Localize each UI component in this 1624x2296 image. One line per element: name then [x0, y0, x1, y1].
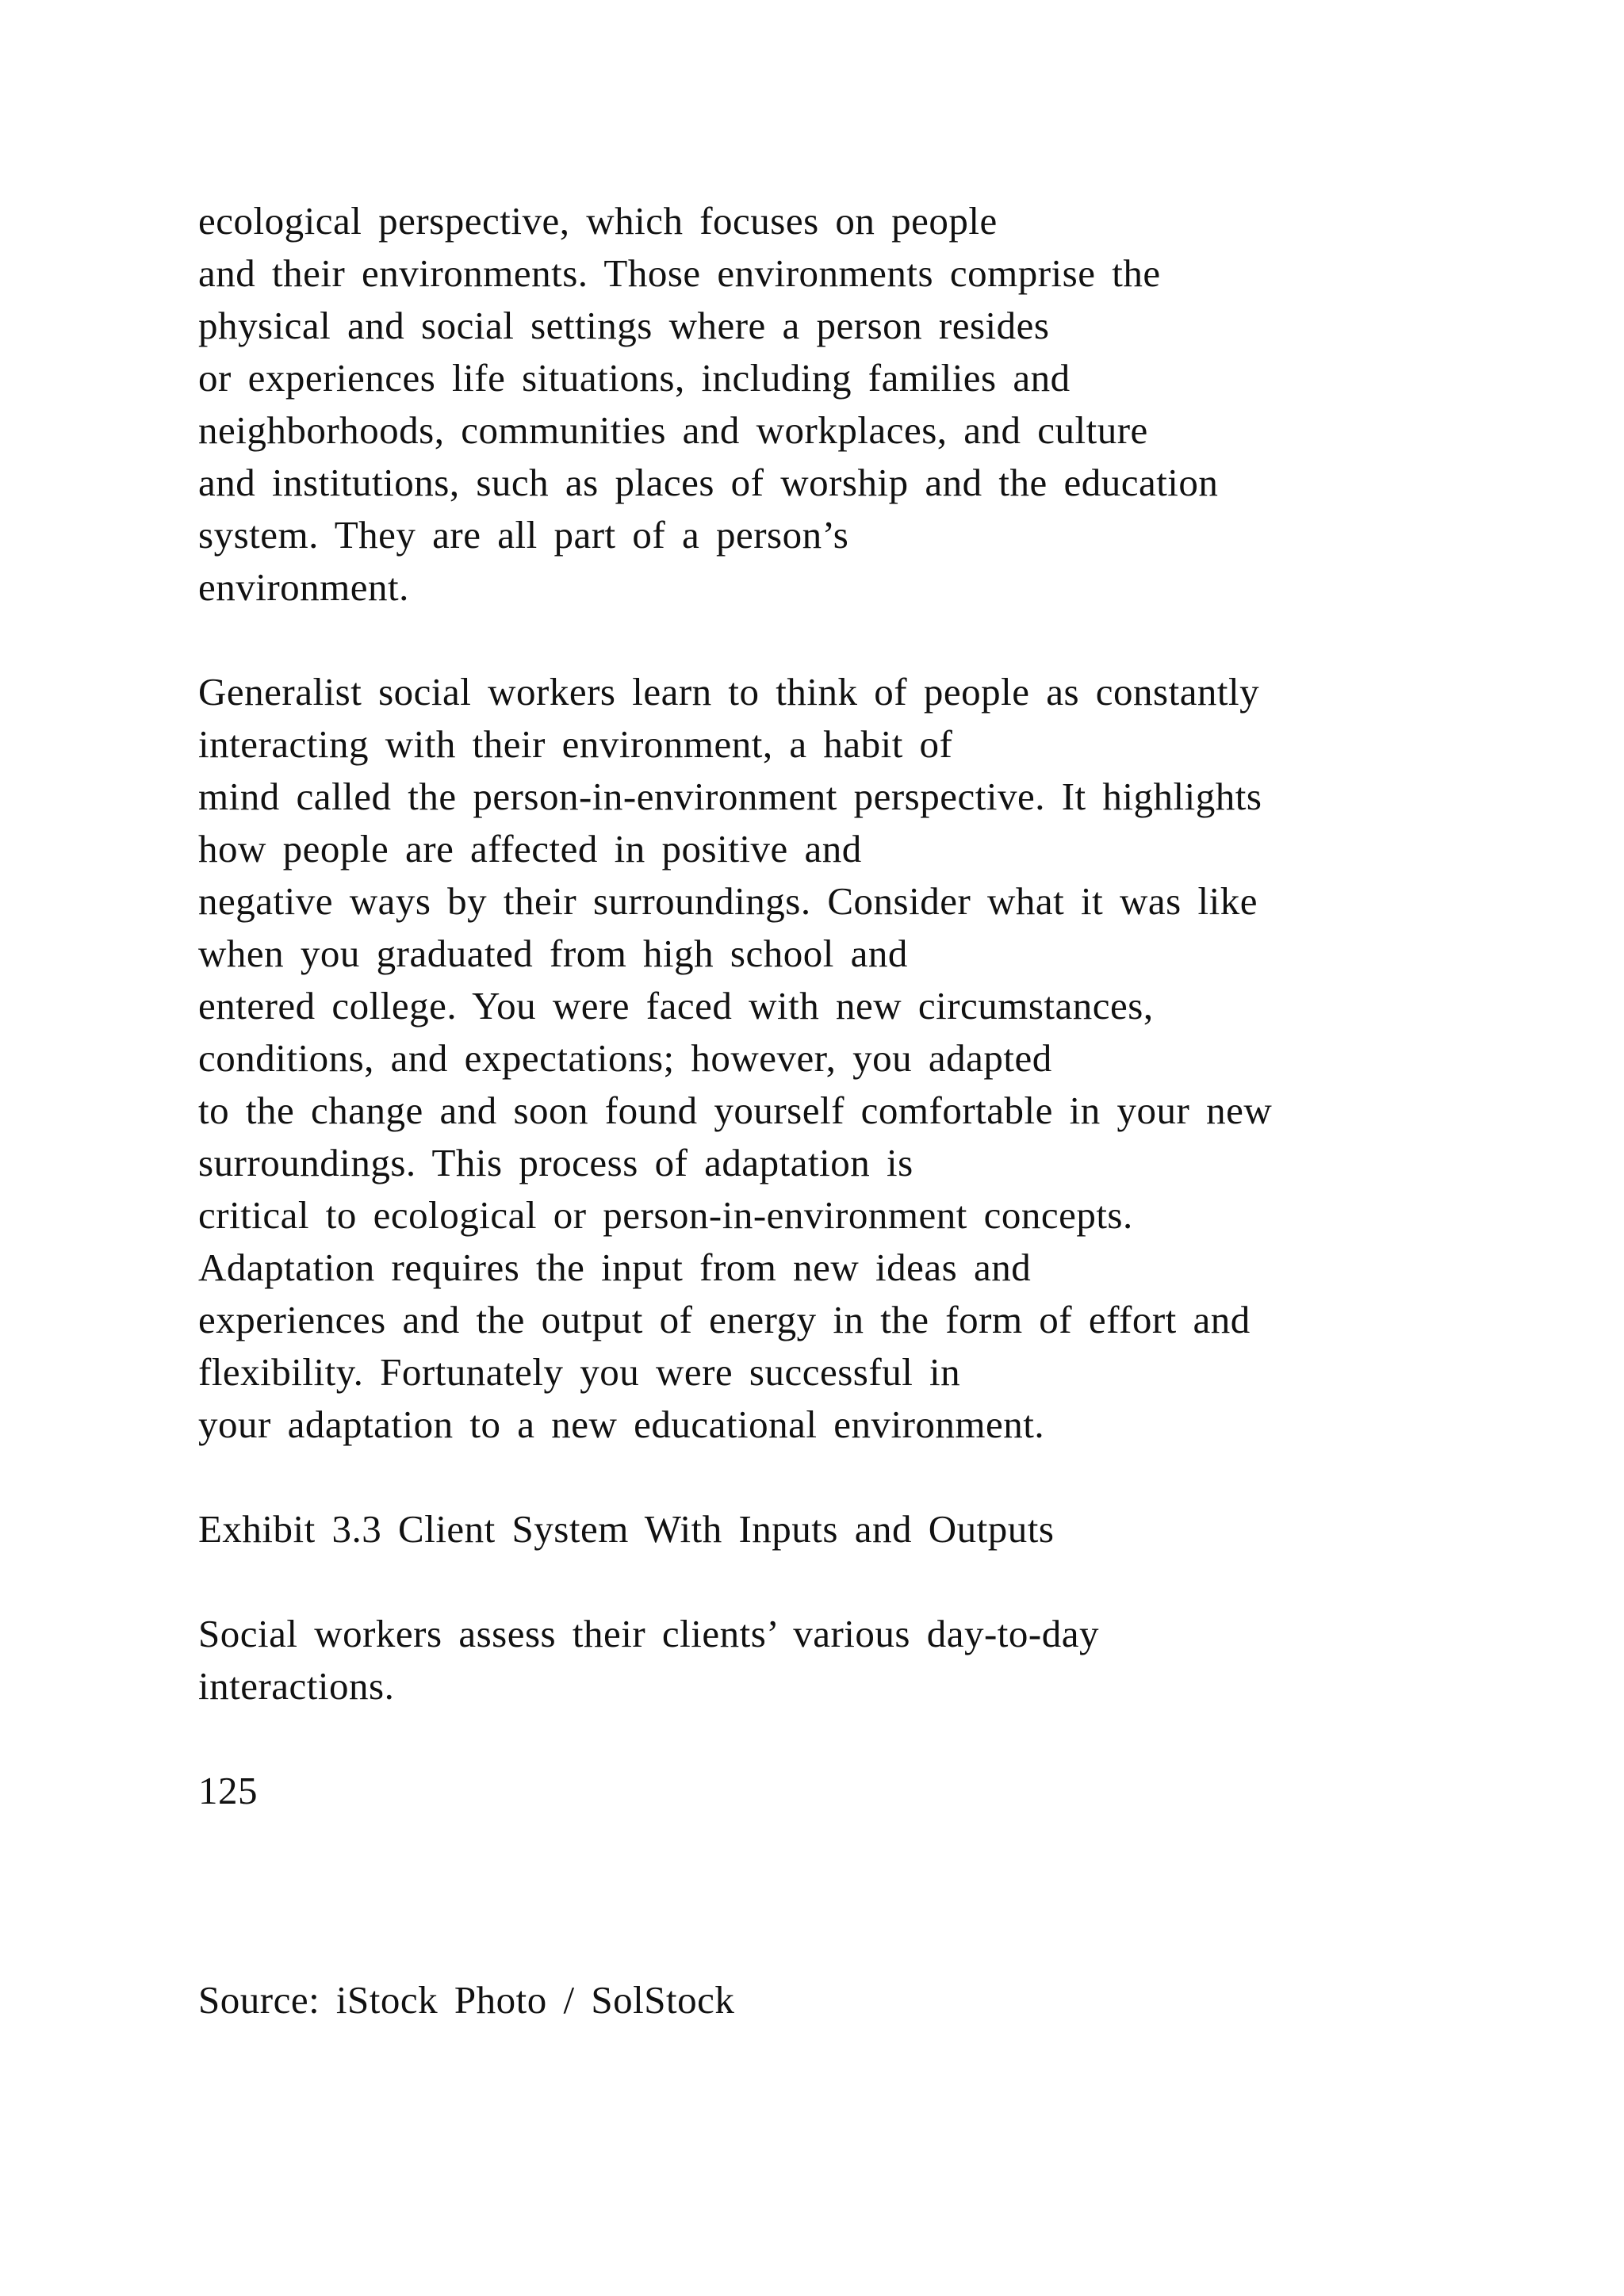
text-line: interacting with their environment, a habit of: [198, 722, 953, 766]
text-line: physical and social settings where a person resides: [198, 304, 1050, 347]
text-line: to the change and soon found yourself comfortable in your new: [198, 1089, 1273, 1132]
text-line: experiences and the output of energy in the form of effort and: [198, 1298, 1251, 1341]
text-line: system. They are all part of a person’s: [198, 513, 849, 557]
text-line: entered college. You were faced with new circumstances,: [198, 984, 1154, 1027]
text-line: or experiences life situations, including families and: [198, 356, 1071, 400]
text-line: critical to ecological or person-in-environment concepts.: [198, 1193, 1133, 1237]
page-number: 125: [198, 1769, 258, 1812]
text-line: your adaptation to a new educational environment.: [198, 1402, 1045, 1446]
text-line: and their environments. Those environments comprise the: [198, 251, 1161, 295]
exhibit-caption: Exhibit 3.3 Client System With Inputs and Outputs: [198, 1507, 1055, 1551]
text-line: surroundings. This process of adaptation is: [198, 1141, 914, 1184]
text-line: interactions.: [198, 1664, 395, 1708]
text-line: neighborhoods, communities and workplaces, and culture: [198, 408, 1148, 452]
text-line: Social workers assess their clients’ various day-to-day: [198, 1612, 1099, 1655]
text-line: environment.: [198, 565, 409, 609]
text-line: ecological perspective, which focuses on people: [198, 199, 998, 243]
text-line: Generalist social workers learn to think of people as constantly: [198, 670, 1260, 714]
text-line: and institutions, such as places of worship and the education: [198, 461, 1219, 504]
text-line: conditions, and expectations; however, you adapted: [198, 1036, 1052, 1080]
photo-source-credit: Source: iStock Photo / SolStock: [198, 1978, 735, 2022]
text-line: mind called the person-in-environment perspective. It highlights: [198, 775, 1262, 818]
text-line: flexibility. Fortunately you were successful in: [198, 1350, 961, 1394]
text-line: when you graduated from high school and: [198, 932, 908, 975]
text-line: Adaptation requires the input from new ideas and: [198, 1246, 1032, 1289]
text-line: negative ways by their surroundings. Consider what it was like: [198, 879, 1258, 923]
text-line: how people are affected in positive and: [198, 827, 862, 871]
